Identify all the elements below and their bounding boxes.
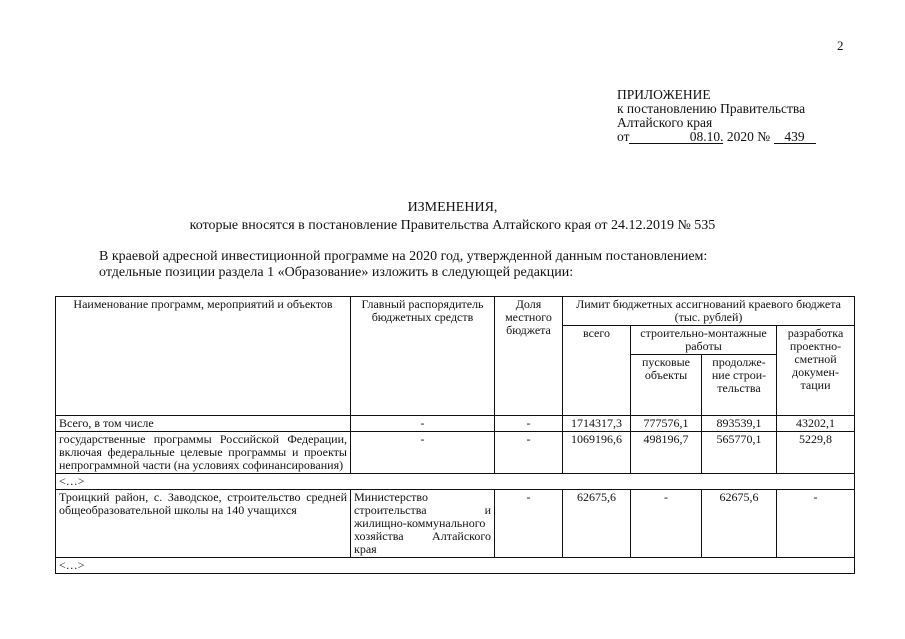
header-name: Наименование программ, мероприятий и объектов: [56, 297, 351, 416]
ellipsis: <…>: [56, 558, 855, 574]
header-design: разработка проектно-сметной докумен-тации: [777, 326, 855, 416]
row-total: 1069196,6: [563, 432, 631, 474]
row-local-share: -: [495, 416, 563, 432]
annex-date: 08.10.: [629, 130, 723, 144]
document-title: ИЗМЕНЕНИЯ,: [407, 200, 498, 215]
header-local-share: Доля местного бюджета: [495, 297, 563, 416]
document-subtitle: которые вносятся в постановление Правительства Алтайского края от 24.12.2019 № 535: [189, 218, 716, 233]
table-row: [56, 416, 855, 432]
row-design: 43202,1: [777, 416, 855, 432]
row-name: Троицкий район, с. Заводское, строительство средней общеобразовательной школы на 140 учащихся: [56, 490, 351, 558]
budget-table: [55, 296, 855, 574]
row-continue: 893539,1: [702, 416, 777, 432]
ellipsis: <…>: [56, 474, 855, 490]
intro-text: [99, 249, 707, 281]
table-ellipsis-row: [56, 558, 855, 574]
annex-line-resolution: к постановлению Правительства: [617, 101, 806, 116]
row-distributor: -: [351, 432, 495, 474]
row-local-share: -: [495, 490, 563, 558]
row-launch: -: [631, 490, 702, 558]
table-header-row: [56, 297, 855, 326]
annex-block: [617, 88, 816, 144]
annex-line-region: Алтайского края: [617, 115, 713, 130]
row-launch: 498196,7: [631, 432, 702, 474]
row-local-share: -: [495, 432, 563, 474]
table-row: [56, 490, 855, 558]
annex-number: 439: [774, 130, 816, 144]
header-construction: строительно-монтажные работы: [631, 326, 777, 355]
header-total: всего: [563, 326, 631, 416]
annex-heading: ПРИЛОЖЕНИЕ: [617, 87, 711, 102]
annex-date-line: [617, 130, 816, 144]
row-distributor: -: [351, 416, 495, 432]
intro-line-2: отдельные позиции раздела 1 «Образование» изложить в следующей редакции:: [99, 265, 574, 280]
row-name: Всего, в том числе: [56, 416, 351, 432]
annex-from-prefix: от: [617, 129, 630, 144]
annex-year: 2020 №: [726, 129, 771, 144]
header-continue: продолже-ние строи-тельства: [702, 355, 777, 416]
header-launch: пусковые объекты: [631, 355, 702, 416]
row-launch: 777576,1: [631, 416, 702, 432]
header-distributor: Главный распорядитель бюджетных средств: [351, 297, 495, 416]
row-total: 1714317,3: [563, 416, 631, 432]
page-number: 2: [837, 38, 844, 53]
row-continue: 565770,1: [702, 432, 777, 474]
row-design: -: [777, 490, 855, 558]
intro-line-1: В краевой адресной инвестиционной программе на 2020 год, утвержденной данным постановлением:: [99, 249, 708, 264]
table-row: [56, 432, 855, 474]
header-limit: Лимит бюджетных ассигнований краевого бюджета (тыс. рублей): [563, 297, 855, 326]
row-total: 62675,6: [563, 490, 631, 558]
row-design: 5229,8: [777, 432, 855, 474]
row-name: государственные программы Российской Федерации, включая федеральные целевые программы и проекты непрограммной части (на условиях софинансирования): [56, 432, 351, 474]
row-distributor: Министерство строительства и жилищно-коммунального хозяйства Алтайского края: [351, 490, 495, 558]
table-ellipsis-row: [56, 474, 855, 490]
row-continue: 62675,6: [702, 490, 777, 558]
